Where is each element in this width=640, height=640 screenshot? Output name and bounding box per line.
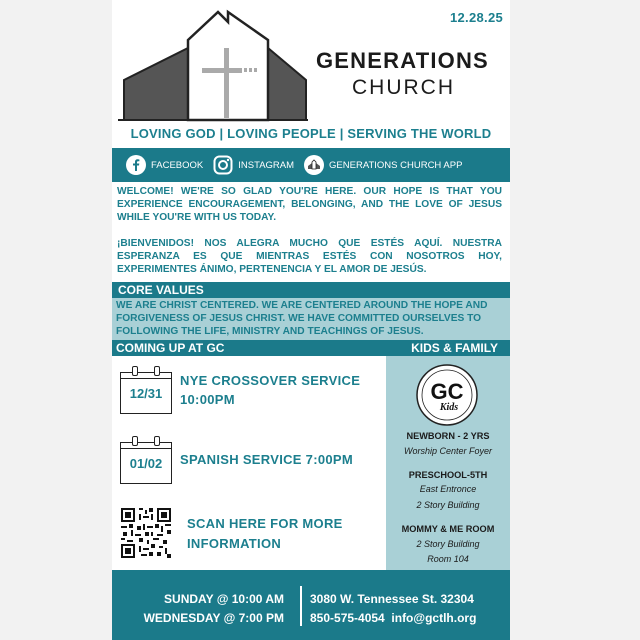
calendar-icon bbox=[120, 436, 172, 484]
event-time: 10:00PM bbox=[180, 392, 235, 407]
gc-logo-text: GC bbox=[430, 379, 464, 404]
kids-item-title: PRESCHOOL-5TH bbox=[408, 469, 488, 480]
kids-item-location: 2 Story Building bbox=[416, 538, 480, 549]
facebook-label: FACEBOOK bbox=[151, 159, 204, 171]
phone-email[interactable]: 850-575-4054 info@gctlh.org bbox=[310, 611, 477, 626]
kids-item-location-2: Room 104 bbox=[427, 554, 469, 565]
gc-kids-logo bbox=[416, 364, 478, 426]
contact-info bbox=[310, 590, 476, 628]
event-nye bbox=[120, 366, 360, 414]
calendar-icon bbox=[120, 366, 172, 414]
kids-item-title: NEWBORN - 2 YRS bbox=[406, 431, 490, 441]
service-times bbox=[144, 590, 284, 628]
kids-item-location: Worship Center Foyer bbox=[403, 445, 493, 456]
kids-item-location: East Entronce bbox=[419, 484, 477, 495]
bulletin-date: 12.28.25 bbox=[450, 10, 504, 25]
social-instagram[interactable] bbox=[213, 155, 294, 175]
event-date: 01/02 bbox=[129, 456, 163, 471]
footer bbox=[112, 570, 510, 640]
church-name-line2: CHURCH bbox=[352, 76, 455, 99]
kids-item-location-2: 2 Story Building bbox=[416, 500, 480, 511]
church-name-line1: GENERATIONS bbox=[316, 48, 489, 73]
coming-up-title: COMING UP AT GC bbox=[116, 341, 225, 355]
instagram-icon bbox=[213, 155, 233, 175]
wednesday-time: WEDNESDAY @ 7:00 PM bbox=[143, 611, 284, 626]
event-text bbox=[180, 450, 353, 470]
event-title: SPANISH SERVICE 7:00PM bbox=[180, 452, 354, 468]
qr-text-line1: SCAN HERE FOR MORE bbox=[187, 516, 343, 531]
kids-item-title: MOMMY & ME ROOM bbox=[401, 523, 495, 534]
kids-item bbox=[386, 430, 510, 460]
church-building-logo bbox=[118, 8, 308, 126]
event-spanish bbox=[120, 436, 353, 484]
kids-item bbox=[386, 469, 510, 514]
event-date: 12/31 bbox=[129, 386, 163, 401]
coming-up-bar bbox=[112, 340, 510, 356]
event-title: NYE CROSSOVER SERVICE bbox=[180, 372, 361, 388]
app-label: GENERATIONS CHURCH APP bbox=[329, 159, 463, 171]
event-text bbox=[180, 371, 360, 410]
social-app[interactable] bbox=[304, 155, 462, 175]
instagram-label: INSTAGRAM bbox=[238, 159, 295, 171]
welcome-spanish: ¡BIENVENIDOS! NOS ALEGRA MUCHO QUE ESTÉS AQUÍ. NUESTRA ESPERANZA ES QUE MIENTRAS ESTÉS CON NOSOTROS HOY, EXPERIMENTES ÁNIMO, PERTENENCIA Y EL AMOR DE JESÚS. bbox=[117, 238, 502, 275]
qr-code-icon[interactable] bbox=[121, 508, 171, 558]
welcome-english: WELCOME! WE'RE SO GLAD YOU'RE HERE. OUR HOPE IS THAT YOU EXPERIENCE ENCOURAGEMENT, BELONGING, AND THE LOVE OF JESUS WHILE YOU'RE WITH US TODAY. bbox=[117, 186, 502, 223]
core-values-title: CORE VALUES bbox=[112, 282, 510, 298]
tagline: LOVING GOD | LOVING PEOPLE | SERVING THE WORLD bbox=[130, 126, 492, 141]
core-values-body: WE ARE CHRIST CENTERED. WE ARE CENTERED AROUND THE HOPE AND FORGIVENESS OF JESUS CHRIST. WE HAVE COMMITTED OURSELVES TO FOLLOWING THE LIFE, MINISTRY AND TEACHINGS OF JESUS. bbox=[112, 298, 510, 340]
sunday-time: SUNDAY @ 10:00 AM bbox=[164, 592, 284, 606]
church-name bbox=[316, 48, 489, 100]
address: 3080 W. Tennessee St. 32304 bbox=[310, 592, 474, 606]
social-bar bbox=[112, 148, 510, 182]
qr-text-line2: INFORMATION bbox=[187, 535, 282, 551]
facebook-icon bbox=[126, 155, 146, 175]
qr-text bbox=[187, 514, 343, 553]
footer-divider bbox=[300, 586, 302, 626]
kids-item bbox=[386, 523, 510, 568]
kids-family-panel bbox=[386, 356, 510, 570]
kids-list bbox=[386, 430, 510, 577]
app-icon bbox=[304, 155, 324, 175]
social-facebook[interactable] bbox=[126, 155, 203, 175]
kids-logo-sub: Kids bbox=[439, 402, 459, 413]
kids-family-title: KIDS & FAMILY bbox=[411, 341, 498, 355]
